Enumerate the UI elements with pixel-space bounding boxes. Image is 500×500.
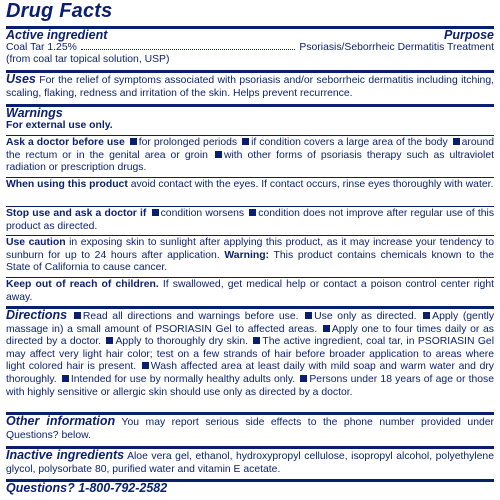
divider (6, 206, 494, 207)
uses-section (6, 73, 494, 100)
when-using-heading: When using this product (6, 179, 128, 190)
active-ingredient-source: (from coal tar topical solution, USP) (6, 54, 170, 66)
bullet-square-icon (249, 209, 256, 216)
directions-item: Wash affected area at least daily with mild soap and warm water and dry thoroughly. (6, 361, 495, 385)
inactive-ingredients-heading: Inactive ingredients (6, 448, 125, 462)
ask-doctor-heading: Ask a doctor before use (6, 137, 125, 148)
caution-text: in exposing skin to sunlight after applying this product, as it may increase your tendency to sunburn for up to 24 hours after application. (6, 237, 494, 261)
ask-doctor-item: with other forms of psoriasis therapy such as ultraviolet radiation or prescription drugs. (6, 149, 494, 174)
dot-leader (81, 49, 296, 50)
active-ingredient-purpose: Psoriasis/Seborrheic Dermatitis Treatment (299, 41, 494, 53)
california-warning-label: Warning: (224, 249, 270, 261)
california-warning-text: This product contains chemicals known to the State of California to cause cancer. (6, 249, 495, 274)
stop-use-item: condition worsens (160, 208, 245, 219)
divider (6, 177, 494, 178)
directions-item: Use only as directed. (314, 311, 417, 322)
ask-doctor-item: if condition covers a large area of the body (251, 137, 448, 148)
stop-use-section (6, 208, 494, 233)
bullet-square-icon (106, 337, 113, 344)
bullet-square-icon (323, 325, 330, 332)
ask-doctor-item: for prolonged periods (138, 137, 238, 148)
questions-text: Questions? 1-800-792-2582 (6, 481, 168, 495)
active-ingredient-row (6, 42, 494, 55)
when-using-text: avoid contact with the eyes. If contact occurs, rinse eyes thoroughly with water. (130, 179, 494, 190)
stop-use-heading: Stop use and ask a doctor if (6, 208, 147, 219)
caution-heading: Use caution (6, 237, 66, 248)
keep-out-heading: Keep out of reach of children. (6, 279, 159, 290)
purpose-heading: Purpose (443, 28, 494, 42)
directions-item: Apply (gently massage in) a small amount of PSORIASIN Gel to affected areas. (6, 311, 495, 335)
stop-use-item: condition does not improve after regular use of this product as directed. (6, 208, 495, 232)
external-use-text: For external use only. (6, 119, 113, 131)
divider (6, 135, 494, 136)
bullet-square-icon (300, 375, 307, 382)
keep-out-text: If swallowed, get medical help or contact a poison control center right away. (6, 279, 494, 303)
inactive-ingredients-section (6, 449, 494, 476)
when-using-section (6, 179, 494, 192)
divider (6, 277, 494, 278)
inactive-ingredients-text: Aloe vera gel, ethanol, hydroxypropyl cellulose, isopropyl alcohol, polyethylene glycol, polysorbate 80, purified water and vitamin E acetate. (6, 451, 494, 475)
active-ingredient-name: Coal Tar 1.25% (6, 41, 77, 53)
directions-item: Apply to thoroughly dry skin. (115, 336, 248, 348)
directions-section (6, 309, 494, 399)
bullet-square-icon (142, 362, 149, 369)
active-ingredient-section (6, 29, 494, 67)
questions-section (6, 482, 494, 497)
other-info-section (6, 415, 494, 442)
bullet-square-icon (74, 312, 81, 319)
bullet-square-icon (130, 138, 137, 145)
bullet-square-icon (242, 138, 249, 145)
warnings-heading: Warnings (6, 106, 63, 120)
caution-section (6, 237, 494, 275)
bullet-square-icon (253, 337, 260, 344)
directions-item: The active ingredient, coal tar, in PSORIASIN Gel may affect very light hair color; test on a few strands of hair before broader application to areas where light colored hair is present. (6, 336, 495, 373)
ask-doctor-item: around the rectum or in the genital area or groin (6, 137, 495, 161)
directions-item: Intended for use by normally healthy adults only. (70, 373, 296, 385)
directions-item: Apply one to four times daily or as directed by a doctor. (6, 323, 494, 348)
active-ingredient-heading: Active ingredient (6, 28, 108, 42)
uses-text: For the relief of symptoms associated with psoriasis and/or seborrheic dermatitis including itching, scaling, flaking, redness and irritation of the skin. Helps prevent recurrence. (6, 75, 494, 99)
ask-doctor-section (6, 137, 494, 175)
bullet-square-icon (423, 312, 430, 319)
bullet-square-icon (62, 375, 69, 382)
active-heading-row (6, 29, 494, 42)
other-info-heading: Other information (6, 414, 116, 428)
bullet-square-icon (453, 138, 460, 145)
drug-facts-title: Drug Facts (6, 0, 113, 22)
directions-item: Read all directions and warnings before use. (82, 311, 299, 322)
keep-out-section (6, 279, 494, 304)
bullet-square-icon (215, 151, 222, 158)
bullet-square-icon (152, 209, 159, 216)
other-info-text: You may report serious side effects to the phone number provided under Questions? below. (6, 417, 494, 441)
directions-heading: Directions (6, 308, 68, 322)
divider (6, 235, 494, 236)
uses-heading: Uses (6, 72, 36, 86)
directions-item: Persons under 18 years of age or those with highly sensitive or allergic skin should use only as directed by a doctor. (6, 373, 495, 398)
warnings-heading-section (6, 107, 494, 132)
bullet-square-icon (305, 312, 312, 319)
